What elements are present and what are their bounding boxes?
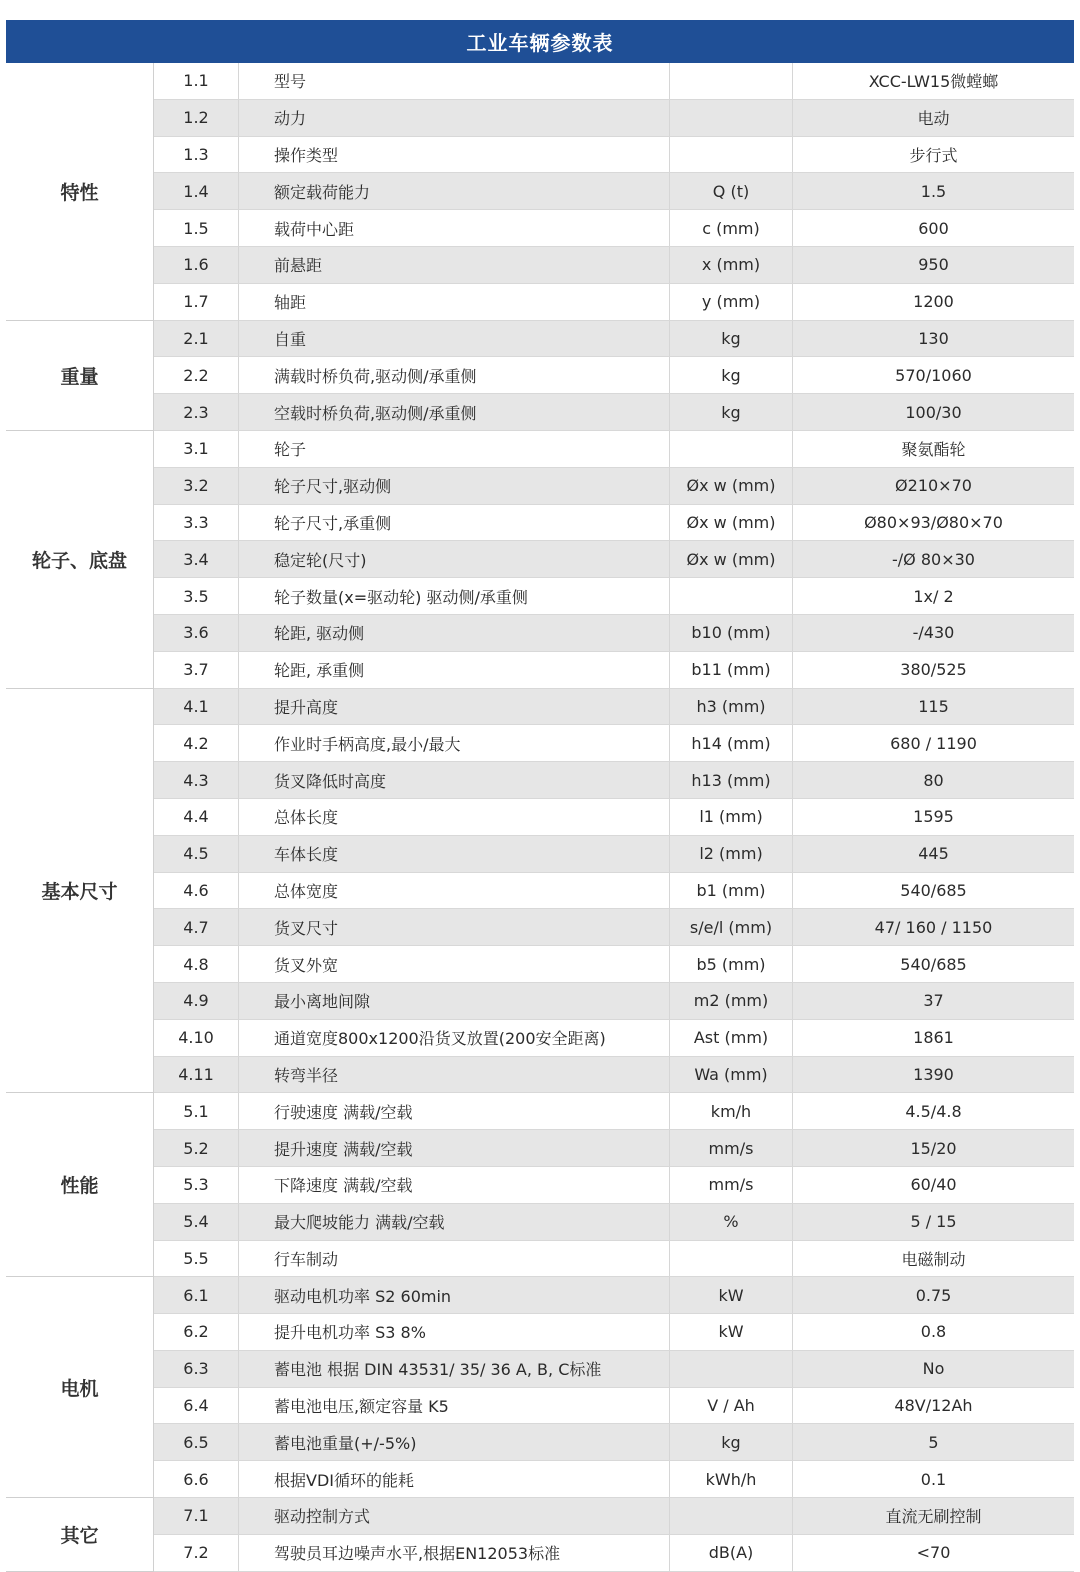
param-unit: [670, 136, 793, 173]
param-value: 5: [793, 1424, 1075, 1461]
param-value: XCC-LW15微螳螂: [793, 63, 1075, 99]
param-unit: [670, 430, 793, 467]
param-value: 0.75: [793, 1277, 1075, 1314]
param-name: 蓄电池电压,额定容量 K5: [239, 1387, 670, 1424]
param-value: <70: [793, 1534, 1075, 1571]
table-row: [6, 1314, 1074, 1351]
param-unit: Ast (mm): [670, 1019, 793, 1056]
param-value: 1595: [793, 798, 1075, 835]
param-name: 轮子数量(x=驱动轮) 驱动侧/承重侧: [239, 578, 670, 615]
table-row: [6, 798, 1074, 835]
param-unit: V / Ah: [670, 1387, 793, 1424]
param-name: 轮子尺寸,驱动侧: [239, 467, 670, 504]
row-number: 3.6: [154, 614, 239, 651]
param-name: 下降速度 满载/空载: [239, 1166, 670, 1203]
param-value: 步行式: [793, 136, 1075, 173]
param-unit: c (mm): [670, 210, 793, 247]
row-number: 4.2: [154, 725, 239, 762]
param-value: 445: [793, 835, 1075, 872]
table-row: [6, 136, 1074, 173]
row-number: 1.3: [154, 136, 239, 173]
param-unit: kW: [670, 1277, 793, 1314]
row-number: 3.1: [154, 430, 239, 467]
param-unit: kg: [670, 394, 793, 431]
table-row: [6, 1424, 1074, 1461]
table-row: [6, 982, 1074, 1019]
param-name: 操作类型: [239, 136, 670, 173]
row-number: 5.2: [154, 1130, 239, 1167]
row-number: 7.2: [154, 1534, 239, 1571]
param-value: Ø80×93/Ø80×70: [793, 504, 1075, 541]
spec-sheet: [6, 20, 1074, 1572]
table-row: [6, 578, 1074, 615]
row-number: 1.1: [154, 63, 239, 99]
row-number: 5.1: [154, 1093, 239, 1130]
param-value: -/Ø 80×30: [793, 541, 1075, 578]
table-row: [6, 320, 1074, 357]
param-unit: s/e/l (mm): [670, 909, 793, 946]
param-name: 蓄电池重量(+/-5%): [239, 1424, 670, 1461]
param-unit: l2 (mm): [670, 835, 793, 872]
row-number: 6.1: [154, 1277, 239, 1314]
param-unit: [670, 1498, 793, 1535]
table-row: [6, 688, 1074, 725]
param-unit: dB(A): [670, 1534, 793, 1571]
row-number: 3.3: [154, 504, 239, 541]
param-name: 额定载荷能力: [239, 173, 670, 210]
param-unit: h13 (mm): [670, 762, 793, 799]
param-name: 轴距: [239, 283, 670, 320]
table-row: [6, 1130, 1074, 1167]
category-label: 性能: [6, 1093, 154, 1277]
param-value: 1x/ 2: [793, 578, 1075, 615]
row-number: 6.5: [154, 1424, 239, 1461]
row-number: 2.3: [154, 394, 239, 431]
param-value: 540/685: [793, 872, 1075, 909]
table-row: [6, 357, 1074, 394]
row-number: 4.8: [154, 946, 239, 983]
param-name: 轮距, 驱动侧: [239, 614, 670, 651]
table-row: [6, 909, 1074, 946]
param-name: 最大爬坡能力 满载/空载: [239, 1203, 670, 1240]
param-name: 货叉降低时高度: [239, 762, 670, 799]
param-unit: kg: [670, 1424, 793, 1461]
param-name: 空载时桥负荷,驱动侧/承重侧: [239, 394, 670, 431]
table-row: [6, 283, 1074, 320]
param-unit: Q (t): [670, 173, 793, 210]
table-row: [6, 762, 1074, 799]
param-name: 驱动控制方式: [239, 1498, 670, 1535]
param-name: 自重: [239, 320, 670, 357]
table-row: [6, 430, 1074, 467]
param-unit: Wa (mm): [670, 1056, 793, 1093]
param-unit: %: [670, 1203, 793, 1240]
param-unit: [670, 578, 793, 615]
table-row: [6, 504, 1074, 541]
param-unit: kg: [670, 320, 793, 357]
param-name: 提升高度: [239, 688, 670, 725]
param-unit: [670, 63, 793, 99]
param-unit: kWh/h: [670, 1461, 793, 1498]
param-value: 950: [793, 246, 1075, 283]
param-value: 0.8: [793, 1314, 1075, 1351]
row-number: 3.5: [154, 578, 239, 615]
category-label: 电机: [6, 1277, 154, 1498]
param-value: 60/40: [793, 1166, 1075, 1203]
param-value: 聚氨酯轮: [793, 430, 1075, 467]
param-unit: x (mm): [670, 246, 793, 283]
param-name: 货叉外宽: [239, 946, 670, 983]
param-value: 4.5/4.8: [793, 1093, 1075, 1130]
param-value: 48V/12Ah: [793, 1387, 1075, 1424]
param-value: Ø210×70: [793, 467, 1075, 504]
table-row: [6, 541, 1074, 578]
param-value: 电磁制动: [793, 1240, 1075, 1277]
row-number: 4.6: [154, 872, 239, 909]
param-name: 总体长度: [239, 798, 670, 835]
param-name: 通道宽度800x1200沿货叉放置(200安全距离): [239, 1019, 670, 1056]
param-value: -/430: [793, 614, 1075, 651]
param-value: 680 / 1190: [793, 725, 1075, 762]
row-number: 4.4: [154, 798, 239, 835]
table-row: [6, 835, 1074, 872]
category-label: 其它: [6, 1498, 154, 1572]
param-unit: kg: [670, 357, 793, 394]
row-number: 3.2: [154, 467, 239, 504]
param-unit: [670, 99, 793, 136]
param-unit: m2 (mm): [670, 982, 793, 1019]
param-value: 电动: [793, 99, 1075, 136]
param-name: 满载时桥负荷,驱动侧/承重侧: [239, 357, 670, 394]
table-row: [6, 210, 1074, 247]
row-number: 6.6: [154, 1461, 239, 1498]
param-unit: b1 (mm): [670, 872, 793, 909]
param-value: No: [793, 1350, 1075, 1387]
param-value: 15/20: [793, 1130, 1075, 1167]
param-unit: l1 (mm): [670, 798, 793, 835]
row-number: 1.2: [154, 99, 239, 136]
param-value: 1390: [793, 1056, 1075, 1093]
param-value: 直流无刷控制: [793, 1498, 1075, 1535]
param-value: 600: [793, 210, 1075, 247]
param-unit: km/h: [670, 1093, 793, 1130]
table-row: [6, 946, 1074, 983]
table-row: [6, 246, 1074, 283]
param-value: 80: [793, 762, 1075, 799]
param-name: 轮子: [239, 430, 670, 467]
table-row: [6, 1093, 1074, 1130]
row-number: 6.2: [154, 1314, 239, 1351]
category-label: 轮子、底盘: [6, 430, 154, 688]
param-unit: h3 (mm): [670, 688, 793, 725]
param-name: 前悬距: [239, 246, 670, 283]
table-row: [6, 872, 1074, 909]
param-value: 0.1: [793, 1461, 1075, 1498]
param-name: 轮子尺寸,承重侧: [239, 504, 670, 541]
row-number: 4.5: [154, 835, 239, 872]
param-name: 行驶速度 满载/空载: [239, 1093, 670, 1130]
param-unit: b11 (mm): [670, 651, 793, 688]
param-value: 100/30: [793, 394, 1075, 431]
spec-table-body: [6, 63, 1074, 1571]
row-number: 6.4: [154, 1387, 239, 1424]
row-number: 1.5: [154, 210, 239, 247]
param-name: 型号: [239, 63, 670, 99]
param-value: 5 / 15: [793, 1203, 1075, 1240]
row-number: 5.5: [154, 1240, 239, 1277]
param-unit: b10 (mm): [670, 614, 793, 651]
table-row: [6, 1240, 1074, 1277]
row-number: 7.1: [154, 1498, 239, 1535]
table-row: [6, 725, 1074, 762]
param-name: 总体宽度: [239, 872, 670, 909]
table-row: [6, 1534, 1074, 1571]
table-row: [6, 1166, 1074, 1203]
table-title: 工业车辆参数表: [6, 20, 1074, 63]
row-number: 4.9: [154, 982, 239, 1019]
table-row: [6, 614, 1074, 651]
param-unit: Øx w (mm): [670, 467, 793, 504]
param-value: 130: [793, 320, 1075, 357]
row-number: 1.4: [154, 173, 239, 210]
row-number: 2.2: [154, 357, 239, 394]
param-value: 115: [793, 688, 1075, 725]
param-value: 540/685: [793, 946, 1075, 983]
row-number: 4.1: [154, 688, 239, 725]
param-unit: b5 (mm): [670, 946, 793, 983]
row-number: 4.11: [154, 1056, 239, 1093]
param-name: 驾驶员耳边噪声水平,根据EN12053标准: [239, 1534, 670, 1571]
param-name: 轮距, 承重侧: [239, 651, 670, 688]
param-unit: Øx w (mm): [670, 504, 793, 541]
row-number: 5.4: [154, 1203, 239, 1240]
category-label: 特性: [6, 63, 154, 320]
param-name: 动力: [239, 99, 670, 136]
row-number: 1.7: [154, 283, 239, 320]
category-label: 基本尺寸: [6, 688, 154, 1093]
param-unit: mm/s: [670, 1130, 793, 1167]
table-row: [6, 99, 1074, 136]
param-value: 37: [793, 982, 1075, 1019]
param-name: 驱动电机功率 S2 60min: [239, 1277, 670, 1314]
table-row: [6, 1350, 1074, 1387]
spec-table: [6, 63, 1074, 1572]
param-unit: mm/s: [670, 1166, 793, 1203]
row-number: 1.6: [154, 246, 239, 283]
param-unit: y (mm): [670, 283, 793, 320]
table-row: [6, 1498, 1074, 1535]
table-row: [6, 1277, 1074, 1314]
param-name: 作业时手柄高度,最小/最大: [239, 725, 670, 762]
row-number: 4.7: [154, 909, 239, 946]
table-row: [6, 467, 1074, 504]
row-number: 3.4: [154, 541, 239, 578]
param-name: 转弯半径: [239, 1056, 670, 1093]
param-name: 蓄电池 根据 DIN 43531/ 35/ 36 A, B, C标准: [239, 1350, 670, 1387]
table-row: [6, 394, 1074, 431]
param-value: 47/ 160 / 1150: [793, 909, 1075, 946]
table-row: [6, 1461, 1074, 1498]
param-value: 380/525: [793, 651, 1075, 688]
param-value: 1861: [793, 1019, 1075, 1056]
param-name: 提升电机功率 S3 8%: [239, 1314, 670, 1351]
param-value: 1200: [793, 283, 1075, 320]
table-row: [6, 1056, 1074, 1093]
param-name: 载荷中心距: [239, 210, 670, 247]
table-row: [6, 1387, 1074, 1424]
category-label: 重量: [6, 320, 154, 430]
param-unit: Øx w (mm): [670, 541, 793, 578]
param-name: 货叉尺寸: [239, 909, 670, 946]
param-unit: [670, 1240, 793, 1277]
param-unit: [670, 1350, 793, 1387]
row-number: 2.1: [154, 320, 239, 357]
param-name: 稳定轮(尺寸): [239, 541, 670, 578]
param-value: 1.5: [793, 173, 1075, 210]
table-row: [6, 173, 1074, 210]
param-name: 行车制动: [239, 1240, 670, 1277]
param-unit: kW: [670, 1314, 793, 1351]
param-name: 最小离地间隙: [239, 982, 670, 1019]
row-number: 4.10: [154, 1019, 239, 1056]
row-number: 5.3: [154, 1166, 239, 1203]
table-row: [6, 1203, 1074, 1240]
param-name: 提升速度 满载/空载: [239, 1130, 670, 1167]
row-number: 4.3: [154, 762, 239, 799]
table-row: [6, 1019, 1074, 1056]
table-row: [6, 651, 1074, 688]
param-name: 根据VDI循环的能耗: [239, 1461, 670, 1498]
param-name: 车体长度: [239, 835, 670, 872]
row-number: 6.3: [154, 1350, 239, 1387]
row-number: 3.7: [154, 651, 239, 688]
table-row: [6, 63, 1074, 99]
param-unit: h14 (mm): [670, 725, 793, 762]
param-value: 570/1060: [793, 357, 1075, 394]
